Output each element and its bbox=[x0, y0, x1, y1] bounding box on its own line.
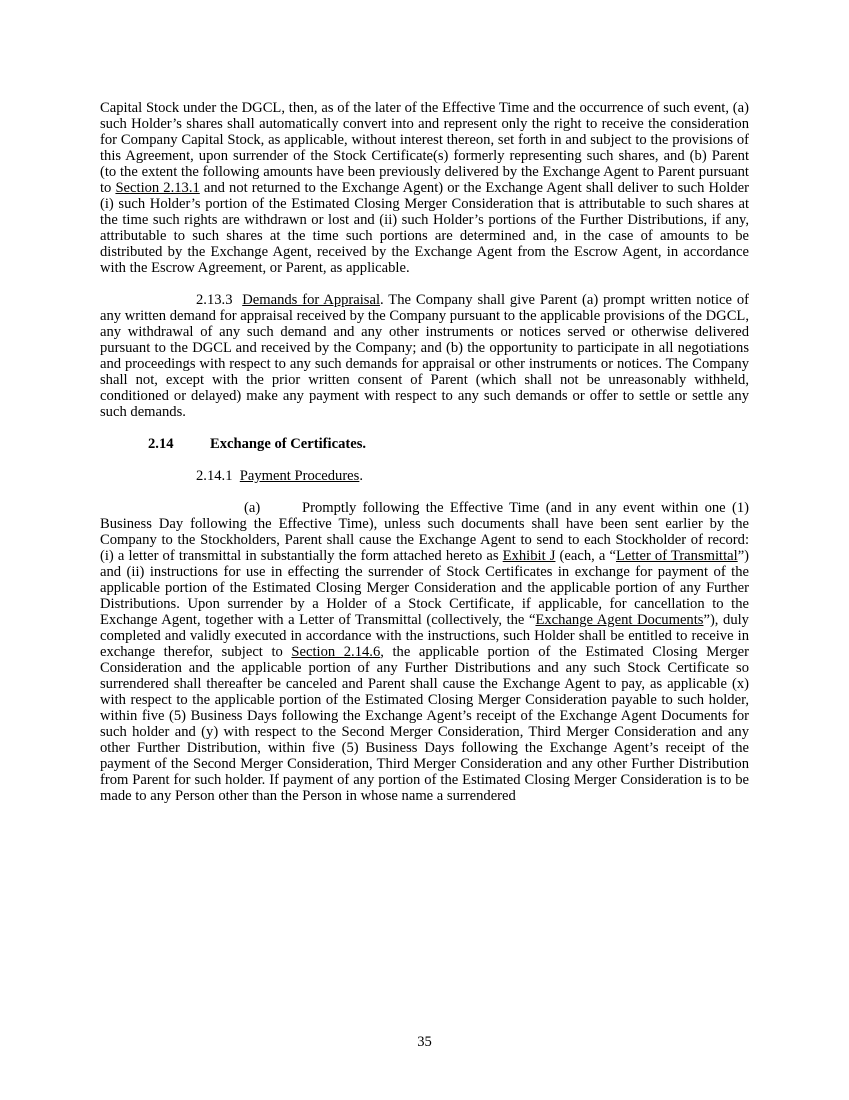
paragraph-continuation bbox=[100, 100, 749, 276]
paragraph-text: (each, a “ bbox=[555, 548, 616, 564]
section-heading: Payment Procedures bbox=[239, 468, 360, 484]
paragraph-a bbox=[100, 500, 749, 804]
section-2-14-heading bbox=[100, 436, 749, 452]
section-number: 2.14.1 bbox=[196, 468, 233, 484]
page-number: 35 bbox=[417, 1034, 432, 1050]
paragraph-label: (a) bbox=[244, 500, 261, 516]
paragraph-text: ”) and (ii) instructions for use in effecting the surrender of Stock Certificates in exchange for payment of the applicable portion of the Estimated Closing Merger Consideration and the applicable portion of any Further Distributions. Upon surrender by a Holder of a Stock Certificate, if applicable, for cancellation to the Exchange Agent, together with a Letter of Transmittal (collectively, the “ bbox=[100, 548, 750, 628]
heading-punctuation: . bbox=[359, 468, 363, 484]
exhibit-reference: Exhibit J bbox=[502, 548, 556, 564]
defined-term: Exchange Agent Documents bbox=[535, 612, 704, 628]
paragraph-text: ”), duly completed and validly executed in accordance with the instructions, such Holder shall be entitled to receive in exchange therefor, subject to bbox=[100, 612, 749, 660]
section-number: 2.13.3 bbox=[196, 292, 233, 308]
section-text: . The Company shall give Parent (a) prompt written notice of any written demand for appraisal received by the Company pursuant to the applicable provisions of the DGCL, any withdrawal of any such demand and any other instruments or notices served or otherwise delivered pursuant to the DGCL and received by the Company; and (b) the opportunity to participate in all negotiations and proceedings with respect to any such demands for appraisal or other instruments or notices. The Company shall not, except with the prior written consent of Parent (which shall not be unreasonably withheld, conditioned or delayed) make any payment with respect to any such demands or offer to settle or settle any such demands. bbox=[100, 292, 749, 420]
section-heading: Exchange of Certificates bbox=[210, 436, 363, 452]
section-reference: Section 2.14.6 bbox=[291, 644, 381, 660]
paragraph-text: Capital Stock under the DGCL, then, as of the later of the Effective Time and the occurrence of such event, (a) such Holder’s shares shall automatically convert into and represent only the right to receive the consideration for Company Capital Stock, as applicable, without interest thereon, set forth in and subject to the provisions of this Agreement, upon surrender of the Stock Certificate(s) formerly representing such shares, and (b) Parent (to the extent the following amounts have been previously delivered by the Exchange Agent to Parent pursuant to bbox=[100, 100, 749, 196]
heading-punctuation: . bbox=[362, 436, 367, 452]
section-heading: Demands for Appraisal bbox=[242, 292, 381, 308]
paragraph-text: Promptly following the Effective Time (and in any event within one (1) Business Day following the Effective Time), unless such documents shall have been sent earlier by the Company to the Stockholders, Parent shall cause the Exchange Agent to send to each Stockholder of record: (i) a letter of transmittal in substantially the form attached hereto as bbox=[100, 500, 749, 564]
paragraph-text: , the applicable portion of the Estimated Closing Merger Consideration and the applicable portion of any Further Distributions and any such Stock Certificate so surrendered shall thereafter be canceled and Parent shall cause the Exchange Agent to pay, as applicable (x) with respect to the applicable portion of the Estimated Closing Merger Consideration payable to such holder, within five (5) Business Days following the Exchange Agent’s receipt of the Exchange Agent Documents for such holder and (y) with respect to the Second Merger Consideration, Third Merger Consideration and any other Further Distribution, within five (5) Business Days following the Exchange Agent’s receipt of the payment of the Second Merger Consideration, Third Merger Consideration and any other Further Distribution from Parent for such holder. If payment of any portion of the Estimated Closing Merger Consideration is to be made to any Person other than the Person in whose name a surrendered bbox=[100, 644, 749, 804]
paragraph-text: and not returned to the Exchange Agent) or the Exchange Agent shall deliver to such Holder (i) such Holder’s portion of the Estimated Closing Merger Consideration that is attributable to such shares at the time such rights are withdrawn or lost and (ii) such Holder’s portions of the Further Distributions, if any, attributable to such shares at the time such portions are determined and, in the case of amounts to be distributed by the Exchange Agent, received by the Exchange Agent from the Escrow Agent, in accordance with the Escrow Agreement, or Parent, as applicable. bbox=[100, 180, 749, 276]
document-page bbox=[100, 100, 749, 804]
section-number: 2.14 bbox=[148, 436, 174, 452]
section-2-14-1-heading bbox=[100, 468, 749, 484]
section-reference: Section 2.13.1 bbox=[115, 180, 200, 196]
defined-term: Letter of Transmittal bbox=[615, 548, 738, 564]
section-2-13-3 bbox=[100, 292, 749, 420]
